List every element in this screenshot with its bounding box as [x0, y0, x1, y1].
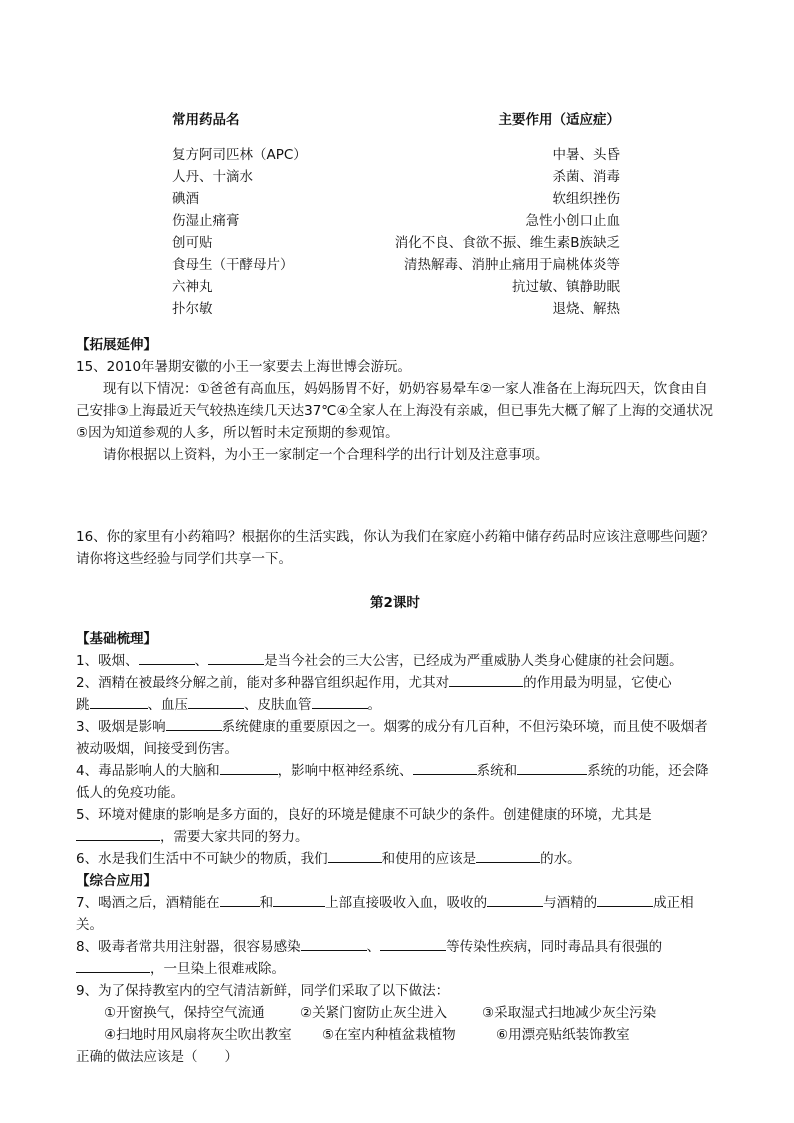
option-3: ③采取湿式扫地减少灰尘污染	[482, 1005, 657, 1021]
medicine-effect: 软组织挫伤	[552, 191, 620, 207]
option-2: ②关紧门窗防止灰尘进入	[300, 1005, 448, 1021]
medicine-effect: 杀菌、消毒	[552, 169, 620, 185]
question-4: 4、毒品影响人的大脑和 ，影响中枢神经系统、 系统和 系统的功能，还会降低人的免疫功能。	[76, 760, 720, 804]
answer-blank[interactable]	[188, 694, 244, 709]
answer-blank[interactable]	[487, 892, 543, 907]
answer-blank[interactable]	[449, 672, 523, 687]
medicine-name: 食母生（干酵母片）	[172, 257, 294, 273]
question-9-stem: 9、为了保持教室内的空气清洁新鲜，同学们采取了以下做法：	[76, 983, 450, 999]
answer-blank[interactable]	[312, 694, 368, 709]
medicine-name: 创可贴	[172, 235, 213, 251]
answer-blank[interactable]	[517, 760, 587, 775]
answer-blank[interactable]	[413, 760, 477, 775]
answer-blank[interactable]	[76, 826, 160, 841]
question-16: 16、你的家里有小药箱吗？根据你的生活实践，你认为我们在家庭小药箱中储存药品时应该注意哪些问题？请你将这些经验与同学们共享一下。	[76, 529, 715, 567]
medicine-effect: 退烧、解热	[552, 301, 620, 317]
question-8: 8、吸毒者常共用注射器，很容易感染 、 等传染性疾病，同时毒品具有很强的，一旦染上很难戒除。	[76, 936, 720, 980]
answer-blank[interactable]	[220, 760, 278, 775]
answer-blank[interactable]	[139, 650, 195, 665]
question-15-title: 15、2010年暑期安徽的小王一家要去上海世博会游玩。	[76, 359, 412, 375]
table-header-effect: 主要作用（适应症）	[498, 112, 620, 128]
answer-blank[interactable]	[166, 716, 222, 731]
medicine-effect: 抗过敏、镇静助眠	[512, 279, 620, 295]
section-heading-basic: 【基础梳理】	[76, 631, 157, 647]
answer-blank[interactable]	[476, 848, 540, 863]
medicine-name: 碘酒	[172, 191, 199, 207]
answer-blank[interactable]	[597, 892, 653, 907]
answer-blank[interactable]	[328, 848, 382, 863]
table-header-medicine: 常用药品名	[172, 112, 240, 128]
medicine-name: 六神丸	[172, 279, 213, 295]
medicine-name: 扑尔敏	[172, 301, 213, 317]
option-1: ①开窗换气，保持空气流通	[104, 1005, 265, 1021]
option-5: ⑤在室内种植盆栽植物	[322, 1027, 456, 1043]
question-9-answer[interactable]: 正确的做法应该是（ ）	[76, 1049, 238, 1065]
question-9-options-row1	[104, 1002, 656, 1024]
option-6: ⑥用漂亮贴纸装饰教室	[496, 1027, 630, 1043]
question-7: 7、喝酒之后，酒精能在 和 上部直接吸收入血，吸收的 与酒精的 成正相关。	[76, 892, 720, 936]
medicine-name: 复方阿司匹林（APC）	[172, 147, 307, 163]
question-2: 2、酒精在被最终分解之前，能对多种器官组织起作用，尤其对 的作用最为明显，它使心 跳 、血压 、皮肤血管 。	[76, 672, 720, 716]
medicine-effect: 消化不良、食欲不振、维生素B族缺乏	[394, 235, 620, 251]
answer-blank[interactable]	[301, 936, 367, 951]
question-15-task: 请你根据以上资料，为小王一家制定一个合理科学的出行计划及注意事项。	[103, 447, 549, 463]
answer-blank[interactable]	[273, 892, 325, 907]
answer-blank[interactable]	[220, 892, 260, 907]
question-1: 1、吸烟、 、 是当今社会的三大公害，已经成为严重威胁人类身心健康的社会问题。	[76, 650, 720, 672]
medicine-effect: 急性小创口止血	[525, 213, 620, 229]
answer-blank[interactable]	[380, 936, 446, 951]
medicine-name: 伤湿止痛膏	[172, 213, 240, 229]
question-15-body: 现有以下情况：①爸爸有高血压，妈妈肠胃不好，奶奶容易晕车②一家人准备在上海玩四天，饮食由自己安排③上海最近天气较热连续几天达37℃④全家人在上海没有亲戚，但已事先大概了解了上海的交通状况⑤因为知道参观的人多，所以暂时未定预期的参观馆。	[76, 381, 714, 441]
section-heading-extension: 【拓展延伸】	[76, 337, 157, 353]
medicine-effect: 中暑、头昏	[552, 147, 620, 163]
question-3: 3、吸烟是影响 系统健康的重要原因之一。烟雾的成分有几百种，不但污染环境，而且使不吸烟者被动吸烟，间接受到伤害。	[76, 716, 720, 760]
option-4: ④扫地时用风扇将灰尘吹出教室	[104, 1027, 292, 1043]
answer-blank[interactable]	[76, 958, 150, 973]
answer-blank[interactable]	[208, 650, 264, 665]
question-9-options-row2	[104, 1024, 630, 1046]
lesson-title: 第2课时	[370, 595, 420, 611]
medicine-name: 人丹、十滴水	[172, 169, 253, 185]
medicine-effect: 清热解毒、消肿止痛用于扁桃体炎等	[404, 257, 620, 273]
section-heading-apply: 【综合应用】	[76, 873, 157, 889]
question-6: 6、水是我们生活中不可缺少的物质，我们 和使用的应该是 的水。	[76, 848, 720, 870]
question-5: 5、环境对健康的影响是多方面的，良好的环境是健康不可缺少的条件。创建健康的环境，尤其是，需要大家共同的努力。	[76, 807, 652, 845]
answer-blank[interactable]	[90, 694, 148, 709]
